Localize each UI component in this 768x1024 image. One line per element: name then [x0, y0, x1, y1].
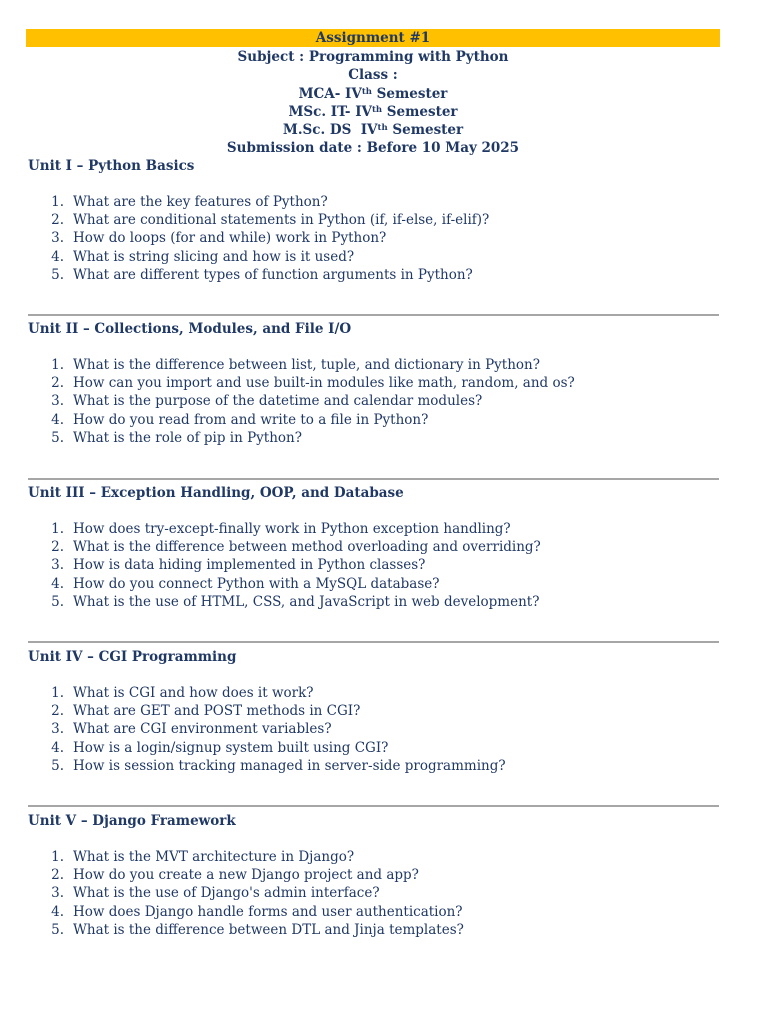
section-divider	[28, 641, 719, 643]
question-item: 2. How do you create a new Django project and app?	[51, 867, 419, 884]
question-item: 1. What is CGI and how does it work?	[51, 685, 314, 701]
question-item: 5. What is the role of pip in Python?	[51, 429, 302, 446]
unit-section-3	[28, 484, 720, 611]
unit-heading: Unit V – Django Framework	[28, 813, 236, 829]
program-line-msc-it: MSc. IT- IVth Semester	[288, 103, 458, 120]
question-item: 5. What are different types of function arguments in Python?	[51, 266, 473, 283]
unit-section-2	[28, 320, 720, 447]
question-list	[28, 520, 720, 611]
question-item: 4. How is a login/signup system built using CGI?	[51, 739, 389, 756]
subject-line: Subject : Programming with Python	[237, 49, 509, 65]
question-list	[28, 848, 720, 939]
question-list	[28, 684, 720, 775]
question-item: 5. How is session tracking managed in server-side programming?	[51, 757, 506, 774]
unit-heading: Unit IV – CGI Programming	[28, 649, 237, 665]
question-item: 2. What is the difference between method overloading and overriding?	[51, 539, 541, 556]
question-list	[28, 356, 720, 447]
question-item: 2. What are GET and POST methods in CGI?	[51, 703, 361, 720]
question-item: 3. How is data hiding implemented in Python classes?	[51, 557, 426, 574]
question-item: 4. How does Django handle forms and user authentication?	[51, 903, 463, 920]
unit-section-1	[28, 157, 720, 284]
question-list	[28, 193, 720, 284]
question-item: 3. How do loops (for and while) work in Python?	[51, 230, 387, 247]
question-item: 4. What is string slicing and how is it used?	[51, 248, 355, 265]
question-item: 4. How do you read from and write to a file in Python?	[51, 411, 429, 428]
question-item: 3. What is the purpose of the datetime and calendar modules?	[51, 393, 483, 410]
question-item: 1. What is the MVT architecture in Django?	[51, 849, 355, 865]
question-item: 4. How do you connect Python with a MySQL database?	[51, 575, 440, 592]
program-line-msc-ds: M.Sc. DS IVth Semester	[282, 122, 464, 139]
question-item: 5. What is the difference between DTL and Jinja templates?	[51, 921, 464, 938]
question-item: 3. What are CGI environment variables?	[51, 721, 332, 738]
submission-date: Submission date : Before 10 May 2025	[226, 140, 520, 157]
question-item: 1. What are the key features of Python?	[51, 194, 328, 210]
document-header	[26, 48, 720, 158]
unit-heading: Unit II – Collections, Modules, and File I/O	[28, 321, 352, 337]
question-item: 1. What is the difference between list, tuple, and dictionary in Python?	[51, 357, 540, 373]
class-label: Class :	[348, 67, 398, 84]
question-item: 2. How can you import and use built-in modules like math, random, and os?	[51, 375, 575, 392]
program-line-mca: MCA- IVth Semester	[298, 85, 448, 102]
section-divider	[28, 805, 719, 807]
question-item: 2. What are conditional statements in Python (if, if-else, if-elif)?	[51, 212, 490, 229]
question-item: 5. What is the use of HTML, CSS, and JavaScript in web development?	[51, 593, 540, 610]
unit-section-4	[28, 648, 720, 775]
assignment-title: Assignment #1	[26, 29, 720, 47]
unit-heading: Unit III – Exception Handling, OOP, and Database	[28, 485, 404, 501]
unit-heading: Unit I – Python Basics	[28, 158, 195, 174]
section-divider	[28, 314, 719, 316]
question-item: 3. What is the use of Django's admin interface?	[51, 885, 380, 902]
section-divider	[28, 478, 719, 480]
unit-section-5	[28, 812, 720, 939]
question-item: 1. How does try-except-finally work in Python exception handling?	[51, 521, 511, 537]
